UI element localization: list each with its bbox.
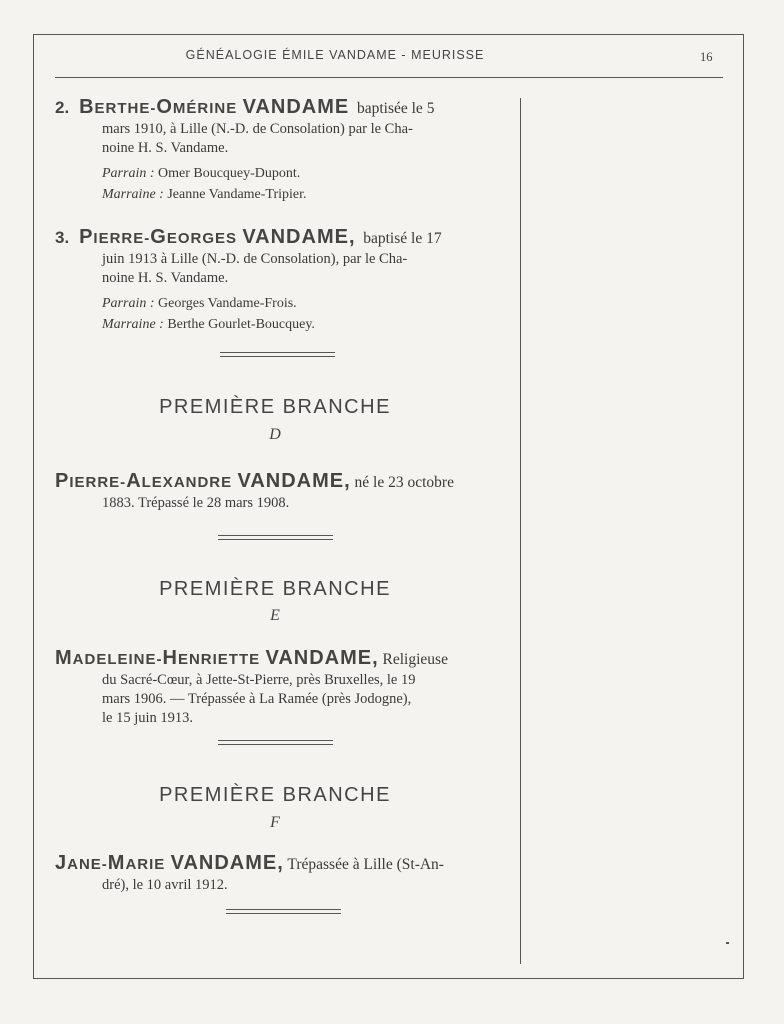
branch-title: PREMIÈRE BRANCHE — [159, 784, 391, 806]
entry-lead — [55, 96, 510, 120]
entry-lead-text: baptisé le 17 — [363, 230, 442, 247]
entry-continuation-1: mars 1910, à Lille (N.-D. de Consolation) par le Cha- — [102, 121, 413, 137]
entry-continuation-3: le 15 juin 1913. — [102, 710, 194, 726]
section-divider — [226, 909, 341, 914]
entry-3 — [55, 226, 510, 335]
entry-continuation-2: noine H. S. Vandame. — [102, 270, 229, 286]
page-mark — [726, 942, 729, 944]
entry-name: MADELEINE-HENRIETTE VANDAME, — [55, 647, 379, 669]
branch-title: PREMIÈRE BRANCHE — [159, 578, 391, 600]
section-divider — [218, 535, 333, 540]
branch-letter: F — [270, 814, 280, 831]
entry-continuation-2: noine H. S. Vandame. — [102, 140, 229, 156]
entry-number: 3. — [55, 228, 70, 247]
entry-lead-text: né le 23 octobre — [354, 474, 454, 491]
entry-lead-text: Religieuse — [382, 651, 448, 668]
entry-lead-text: Trépassée à Lille (St-An- — [287, 856, 444, 873]
column-rule — [520, 98, 521, 964]
branch-f-entry — [55, 852, 510, 895]
entry-marraine: Marraine : Berthe Gourlet-Boucquey. — [102, 317, 315, 332]
entry-name: BERTHE-OMÉRINE VANDAME — [79, 96, 350, 118]
header-rule — [55, 77, 723, 78]
entry-continuation-1: du Sacré-Cœur, à Jette-St-Pierre, près Bruxelles, le 19 — [102, 672, 416, 688]
section-divider — [220, 352, 335, 357]
page-number: 16 — [700, 50, 713, 64]
entry-name: PIERRE-ALEXANDRE VANDAME, — [55, 470, 351, 492]
entry-continuation: 1883. Trépassé le 28 mars 1908. — [102, 495, 290, 511]
entry-lead — [55, 647, 510, 671]
entry-continuation: dré), le 10 avril 1912. — [102, 877, 228, 893]
branch-letter: E — [270, 607, 280, 624]
entry-parrain: Parrain : Omer Boucquey-Dupont. — [102, 166, 301, 181]
entry-lead — [55, 470, 510, 494]
entry-name: PIERRE-GEORGES VANDAME, — [79, 226, 356, 248]
branch-letter: D — [269, 426, 281, 443]
running-head: GÉNÉALOGIE ÉMILE VANDAME - MEURISSE — [185, 48, 485, 62]
entry-lead-text: baptisée le 5 — [356, 100, 435, 117]
entry-number: 2. — [55, 98, 70, 117]
entry-name: JANE-MARIE VANDAME, — [55, 852, 284, 874]
entry-continuation-2: mars 1906. — Trépassée à La Ramée (près Jodogne), — [102, 691, 412, 707]
branch-title: PREMIÈRE BRANCHE — [159, 396, 391, 418]
branch-d-entry — [55, 470, 510, 513]
entry-2 — [55, 96, 510, 205]
entry-lead — [55, 852, 510, 876]
entry-marraine: Marraine : Jeanne Vandame-Tripier. — [102, 187, 307, 202]
section-divider — [218, 740, 333, 745]
branch-e-entry — [55, 647, 510, 728]
entry-continuation-1: juin 1913 à Lille (N.-D. de Consolation), par le Cha- — [102, 251, 408, 267]
entry-lead — [55, 226, 510, 250]
entry-parrain: Parrain : Georges Vandame-Frois. — [102, 296, 297, 311]
